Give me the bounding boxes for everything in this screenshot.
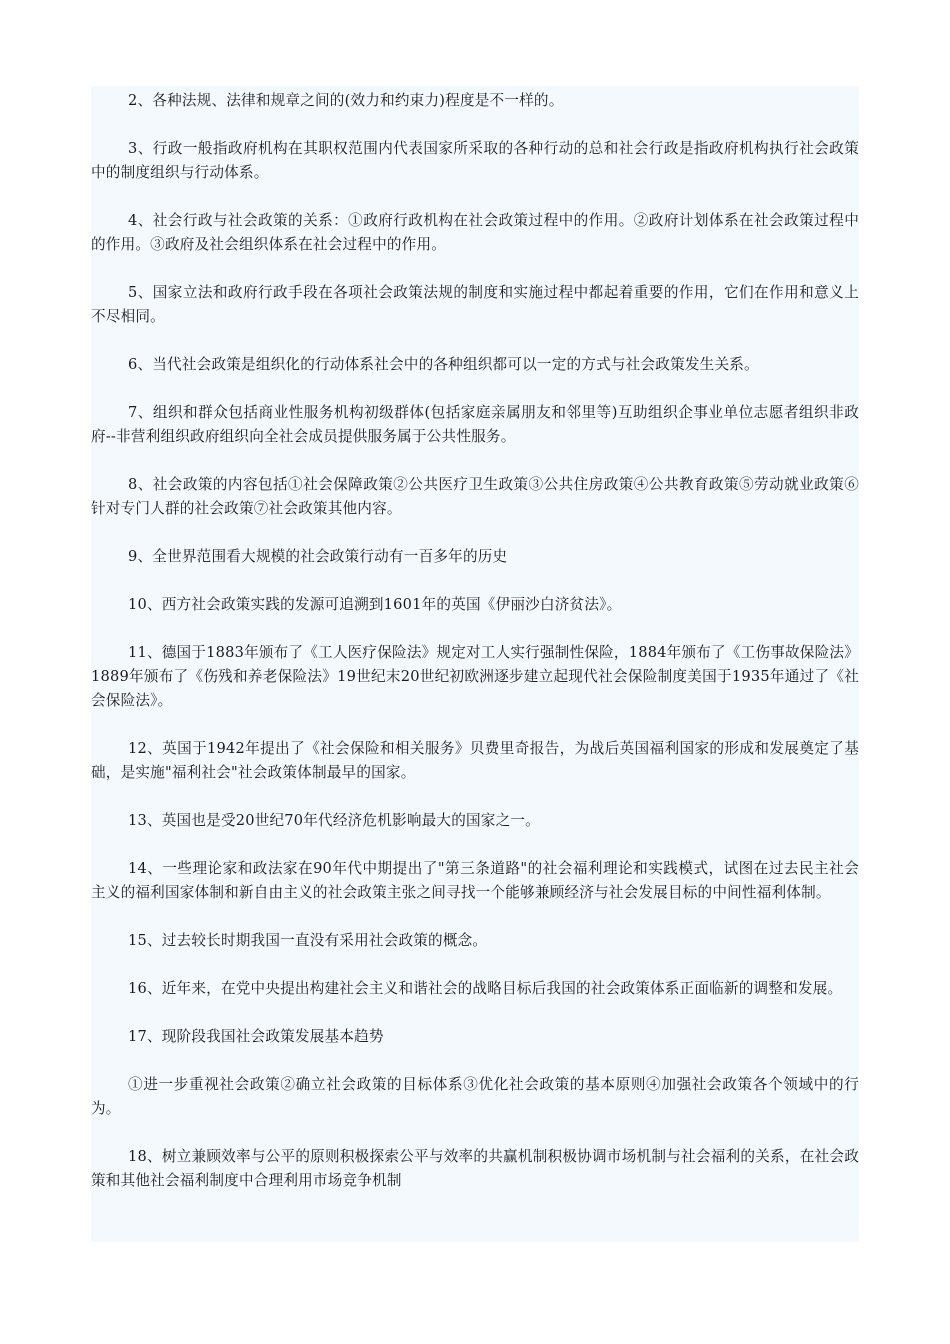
paragraph-14: 14、一些理论家和政法家在90年代中期提出了"第三条道路"的社会福利理论和实践模式，试图在过去民主社会主义的福利国家体制和新自由主义的社会政策主张之间寻找一个能够兼顾经济与社会发展目标的中间性福利体制。: [91, 860, 859, 901]
paragraph-13: 13、英国也是受20世纪70年代经济危机影响最大的国家之一。: [128, 812, 540, 829]
paragraph-3: 3、行政一般指政府机构在其职权范围内代表国家所采取的各种行动的总和社会行政是指政府机构执行社会政策中的制度组织与行动体系。: [91, 140, 859, 181]
paragraph-11: 11、德国于1883年颁布了《工人医疗保险法》规定对工人实行强制性保险，1884年颁布了《工伤事故保险法》1889年颁布了《伤残和养老保险法》19世纪末20世纪初欧洲逐步建立起现代社会保险制度美国于1935年通过了《社会保险法》。: [91, 644, 859, 709]
paragraph-18: 18、树立兼顾效率与公平的原则积极探索公平与效率的共赢机制积极协调市场机制与社会福利的关系，在社会政策和其他社会福利制度中合理利用市场竞争机制: [91, 1148, 859, 1189]
document-page: [91, 86, 859, 1242]
paragraph-8: 8、社会政策的内容包括①社会保障政策②公共医疗卫生政策③公共住房政策④公共教育政策⑤劳动就业政策⑥针对专门人群的社会政策⑦社会政策其他内容。: [91, 476, 859, 517]
paragraph-17: 17、现阶段我国社会政策发展基本趋势: [128, 1028, 384, 1045]
paragraph-6: 6、当代社会政策是组织化的行动体系社会中的各种组织都可以一定的方式与社会政策发生关系。: [128, 356, 759, 373]
paragraph-2: 2、各种法规、法律和规章之间的(效力和约束力)程度是不一样的。: [128, 92, 564, 109]
paragraph-9: 9、全世界范围看大规模的社会政策行动有一百多年的历史: [128, 548, 508, 565]
paragraph-17-list: ①进一步重视社会政策②确立社会政策的目标体系③优化社会政策的基本原则④加强社会政策各个领域中的行为。: [91, 1076, 859, 1117]
paragraph-16: 16、近年来，在党中央提出构建社会主义和谐社会的战略目标后我国的社会政策体系正面临新的调整和发展。: [128, 980, 843, 997]
paragraph-7: 7、组织和群众包括商业性服务机构初级群体(包括家庭亲属朋友和邻里等)互助组织企事业单位志愿者组织非政府--非营利组织政府组织向全社会成员提供服务属于公共性服务。: [91, 404, 859, 445]
paragraph-5: 5、国家立法和政府行政手段在各项社会政策法规的制度和实施过程中都起着重要的作用，它们在作用和意义上不尽相同。: [91, 284, 859, 325]
paragraph-10: 10、西方社会政策实践的发源可追溯到1601年的英国《伊丽沙白济贫法》。: [128, 596, 622, 613]
paragraph-12: 12、英国于1942年提出了《社会保险和相关服务》贝费里奇报告，为战后英国福利国家的形成和发展奠定了基础，是实施"福利社会"社会政策体制最早的国家。: [91, 740, 859, 781]
paragraph-15: 15、过去较长时期我国一直没有采用社会政策的概念。: [128, 932, 488, 949]
paragraph-4: 4、社会行政与社会政策的关系：①政府行政机构在社会政策过程中的作用。②政府计划体系在社会政策过程中的作用。③政府及社会组织体系在社会过程中的作用。: [91, 212, 859, 253]
